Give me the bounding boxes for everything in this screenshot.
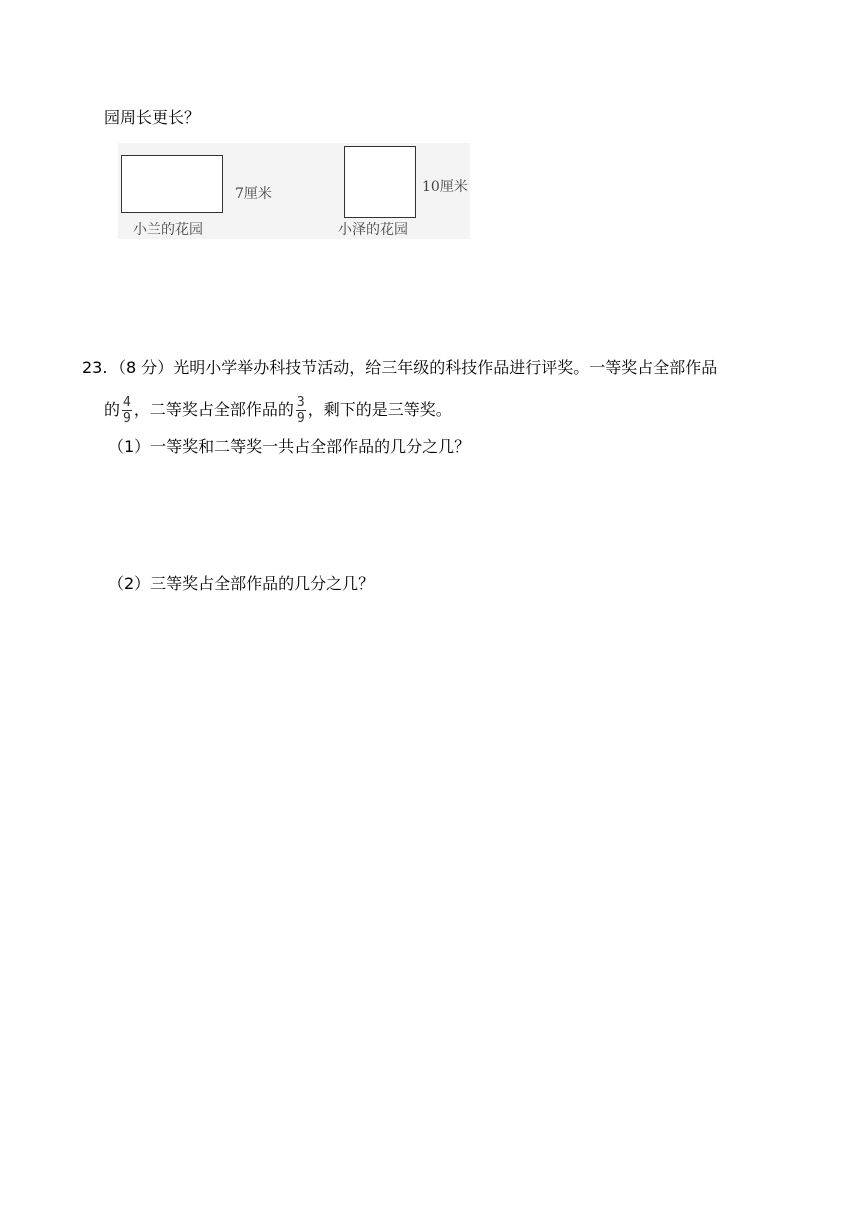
question-23-text-c: ，剩下的是三等奖。 (307, 400, 452, 419)
question-23-sub2: （2）三等奖占全部作品的几分之几？ (108, 574, 375, 593)
garden-lan-side-label: 7厘米 (235, 186, 272, 202)
garden-lan-rectangle (121, 155, 223, 213)
question-23-text-a: 的 (104, 400, 121, 419)
fraction-1-denominator: 9 (123, 411, 131, 426)
question-22-tail: 园周长更长？ (104, 108, 201, 127)
fraction-2-denominator: 9 (296, 411, 305, 426)
garden-ze-square (344, 146, 416, 218)
fraction-1-numerator: 4 (123, 395, 131, 410)
garden-lan-caption: 小兰的花园 (133, 222, 203, 238)
garden-ze-caption: 小泽的花园 (338, 222, 408, 238)
question-23-number: 23. (82, 358, 108, 377)
question-23-line2 (104, 396, 452, 425)
fraction-four-ninths (122, 396, 132, 425)
question-23-sub1: （1）一等奖和二等奖一共占全部作品的几分之几？ (108, 437, 471, 456)
question-23-text-b: ，二等奖占全部作品的 (133, 400, 294, 419)
garden-figure (118, 143, 470, 239)
question-23-line1: （8 分）光明小学举办科技节活动，给三年级的科技作品进行评奖。一等奖占全部作品 (110, 358, 718, 377)
fraction-three-ninths (296, 396, 306, 425)
garden-ze-side-label: 10厘米 (422, 179, 468, 195)
fraction-2-numerator: 3 (296, 395, 305, 410)
